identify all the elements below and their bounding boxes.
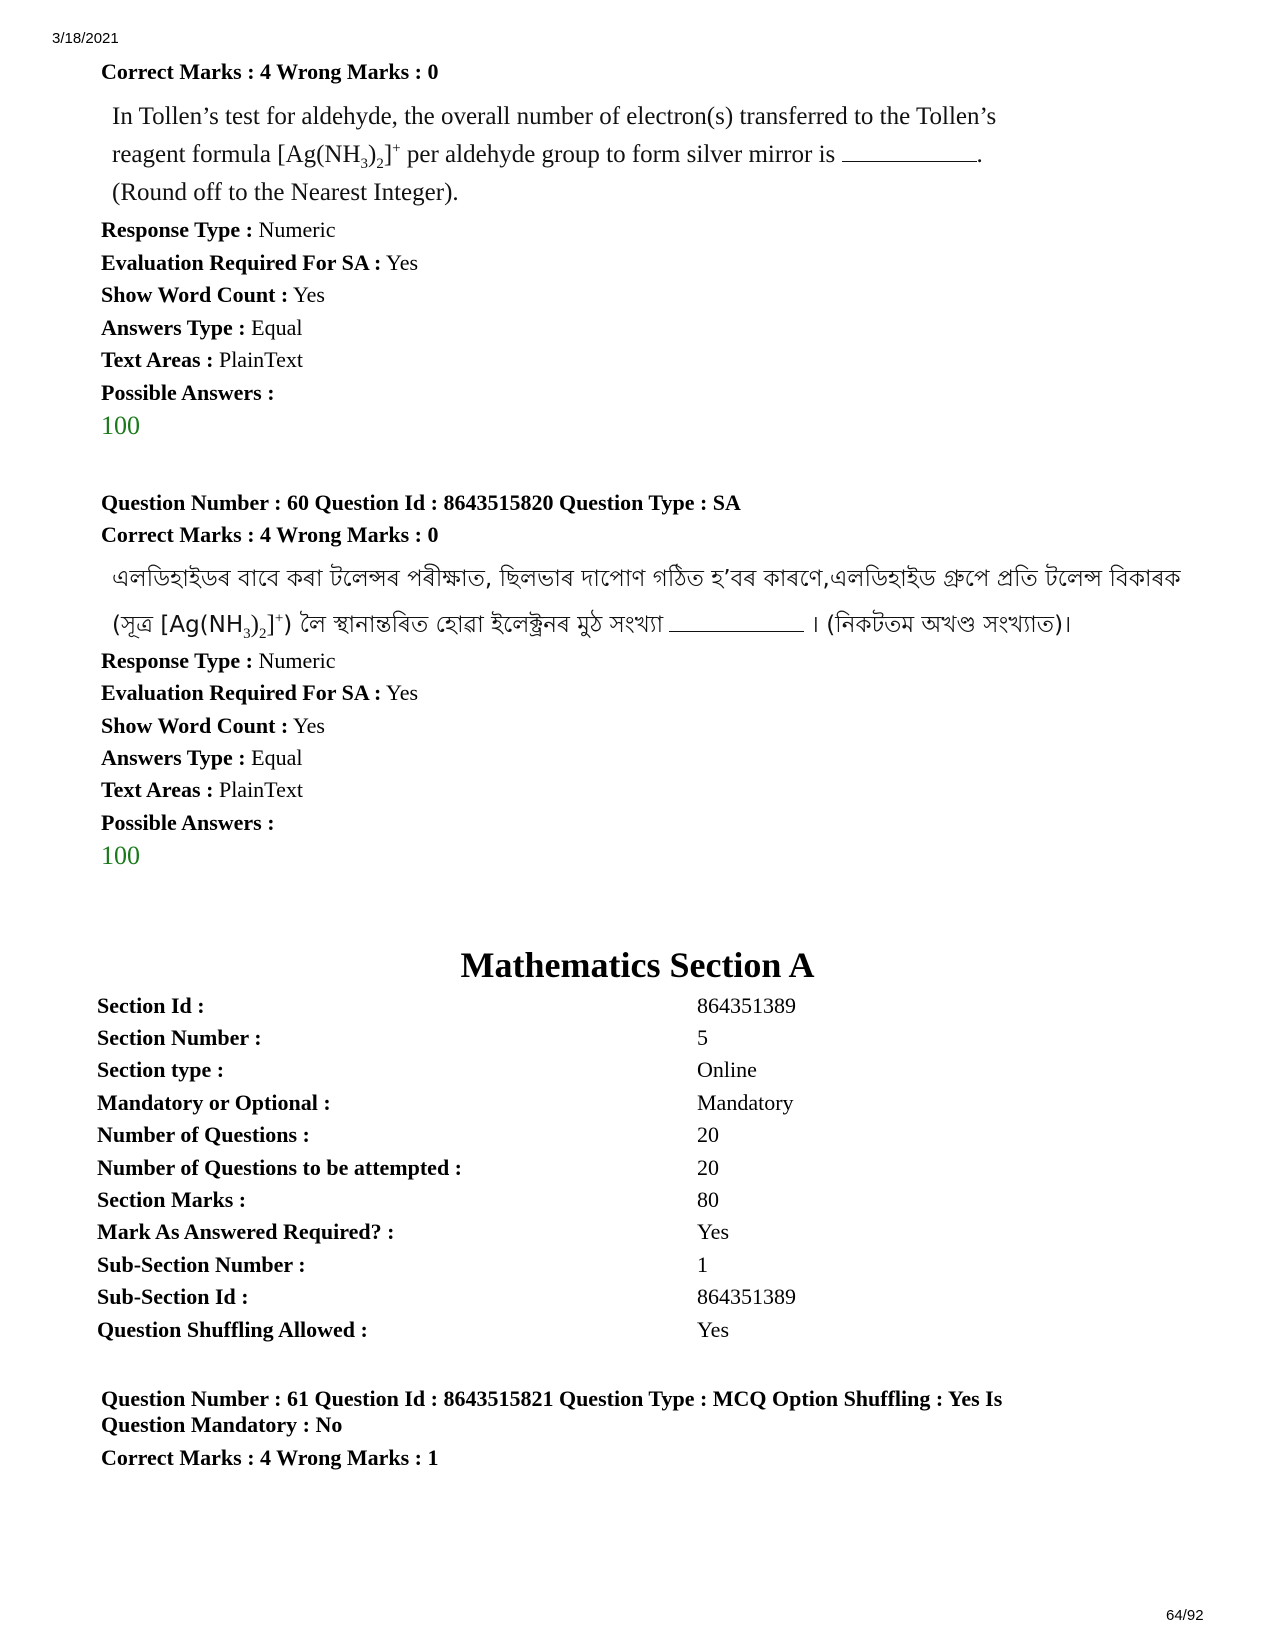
q59-field-word-count: Show Word Count : Yes xyxy=(101,282,325,307)
q61-header-line1: Question Number : 61 Question Id : 8643515821 Question Type : MCQ Option Shuffling : Yes Is xyxy=(101,1386,1003,1411)
q61-marks: Correct Marks : 4 Wrong Marks : 1 xyxy=(101,1445,439,1470)
section-row-label: Mandatory or Optional : xyxy=(97,1090,331,1115)
q60-text-line1: এলডিহাইডৰ বাবে কৰা টলেন্সৰ পৰীক্ষাত, ছিলভাৰ দাপোণ গঠিত হ’বৰ কাৰণে,এলডিহাইড গ্ৰুপে প্ৰতি টলেন্স বিকাৰক xyxy=(112,566,1181,592)
section-row-value: 864351389 xyxy=(697,1284,796,1309)
answer-blank xyxy=(842,141,977,162)
section-row-value: Mandatory xyxy=(697,1090,794,1115)
section-row-label: Sub-Section Number : xyxy=(97,1252,306,1277)
print-date: 3/18/2021 xyxy=(52,30,119,47)
q59-field-evaluation: Evaluation Required For SA : Yes xyxy=(101,250,419,275)
q59-answer: 100 xyxy=(101,411,140,440)
q59-field-answers-type: Answers Type : Equal xyxy=(101,315,303,340)
q60-field-evaluation: Evaluation Required For SA : Yes xyxy=(101,680,419,705)
section-row-value: 5 xyxy=(697,1025,708,1050)
section-title: Mathematics Section A xyxy=(460,945,815,985)
section-row-value: 20 xyxy=(697,1122,719,1147)
q59-field-response-type: Response Type : Numeric xyxy=(101,217,336,242)
q59-field-text-areas: Text Areas : PlainText xyxy=(101,347,303,372)
q60-text-line2: (সূত্ৰ $[Ag(NH_3)_2]^+$) লৈ স্থানান্তৰিত হোৱা ইলেক্ট্ৰনৰ মুঠ সংখ্যা । (নিকটতম অখণ্ড সংখ্যাত)। xyxy=(112,610,1072,642)
section-row-value: Online xyxy=(697,1057,757,1082)
q59-text-line1: In Tollen’s test for aldehyde, the overall number of electron(s) transferred to the Tollen’s xyxy=(112,103,997,130)
answer-blank xyxy=(669,611,804,632)
section-row-label: Sub-Section Id : xyxy=(97,1284,249,1309)
q59-field-possible-answers: Possible Answers : xyxy=(101,380,275,405)
q59-text-line3: (Round off to the Nearest Integer). xyxy=(112,179,459,206)
page-number: 64/92 xyxy=(1166,1607,1204,1624)
section-row-label: Number of Questions to be attempted : xyxy=(97,1155,463,1180)
q60-header: Question Number : 60 Question Id : 8643515820 Question Type : SA xyxy=(101,490,741,515)
section-row-label: Section Marks : xyxy=(97,1187,247,1212)
q61-header-line2: Question Mandatory : No xyxy=(101,1412,343,1437)
q59-text-line2: reagent formula $[Ag(NH_3)_2]^+$ per aldehyde group to form silver mirror is . xyxy=(112,140,983,172)
section-row-value: 20 xyxy=(697,1155,719,1180)
q60-field-text-areas: Text Areas : PlainText xyxy=(101,777,303,802)
q60-answer: 100 xyxy=(101,841,140,870)
section-row-label: Mark As Answered Required? : xyxy=(97,1219,395,1244)
section-row-value: 80 xyxy=(697,1187,719,1212)
section-row-value: Yes xyxy=(697,1317,730,1342)
section-row-label: Question Shuffling Allowed : xyxy=(97,1317,368,1342)
q60-field-possible-answers: Possible Answers : xyxy=(101,810,275,835)
section-row-value: Yes xyxy=(697,1219,730,1244)
q59-marks: Correct Marks : 4 Wrong Marks : 0 xyxy=(101,59,439,84)
section-row-label: Section Id : xyxy=(97,993,205,1018)
section-row-value: 1 xyxy=(697,1252,708,1277)
q60-field-word-count: Show Word Count : Yes xyxy=(101,713,325,738)
section-row-value: 864351389 xyxy=(697,993,796,1018)
section-row-label: Number of Questions : xyxy=(97,1122,310,1147)
section-row-label: Section type : xyxy=(97,1057,225,1082)
q60-field-response-type: Response Type : Numeric xyxy=(101,648,336,673)
q60-marks: Correct Marks : 4 Wrong Marks : 0 xyxy=(101,522,439,547)
q60-field-answers-type: Answers Type : Equal xyxy=(101,745,303,770)
section-row-label: Section Number : xyxy=(97,1025,262,1050)
